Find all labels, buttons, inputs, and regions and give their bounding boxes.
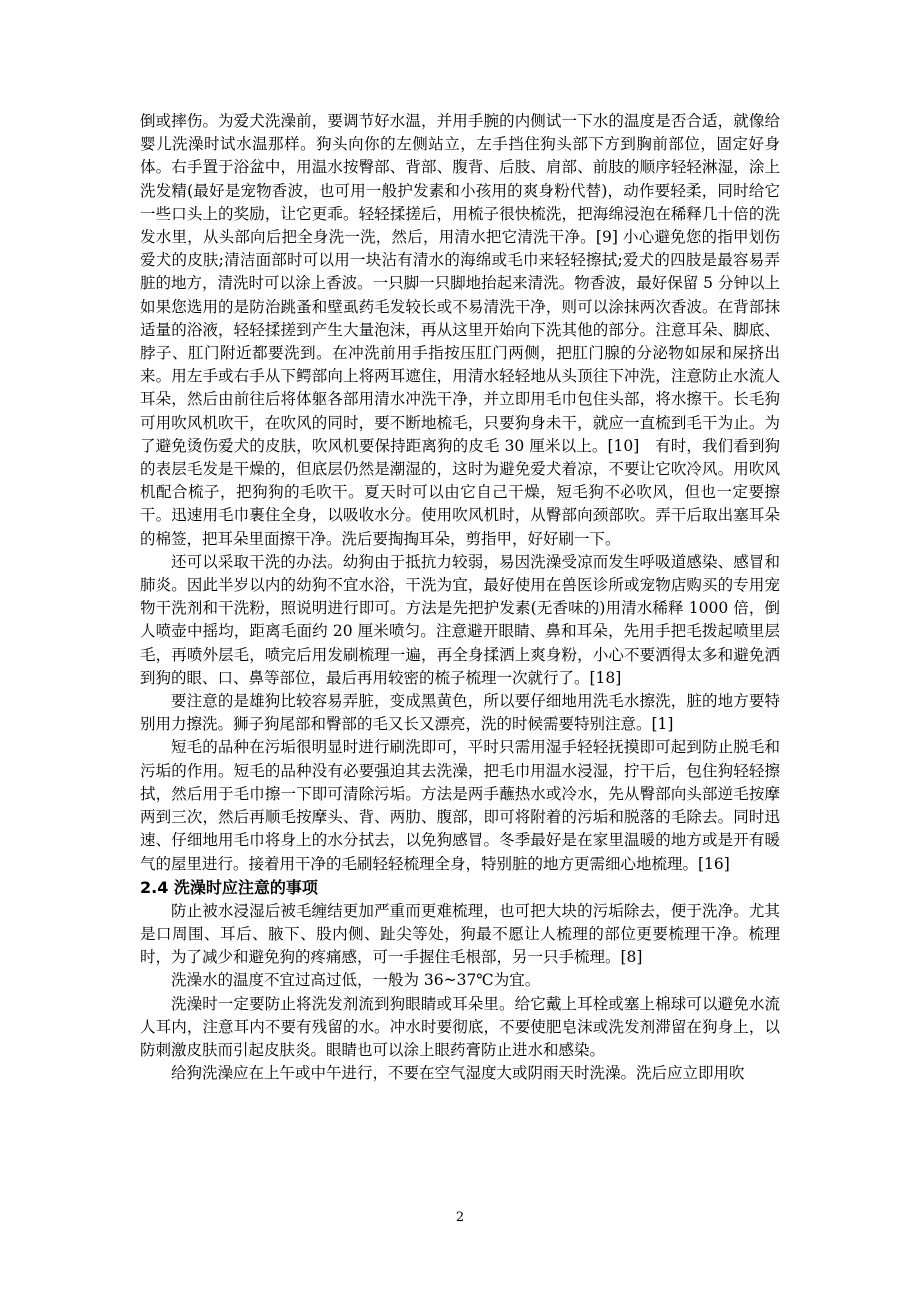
paragraph-male-dog: 要注意的是雄狗比较容易弄脏，变成黑黄色，所以要仔细地用洗毛水擦洗，脏的地方要特别用力擦洗。狮子狗尾部和臀部的毛又长又漂亮，洗的时候需要特别注意。[1] [140, 692, 780, 734]
paragraph-water-temperature: 洗澡水的温度不宜过高过低，一般为 36~37℃为宜。 [171, 971, 541, 990]
paragraph-grooming: 防止被水浸湿后被毛缠结更加严重而更难梳理，也可把大块的污垢除去，便于洗净。尤其是口周围、耳后、腋下、股内侧、趾尖等处，狗最不愿让人梳理的部位更要梳理干净。梳理时，为了减少和避免狗的疼痛感，可一手握住毛根部，另一只手梳理。[8] [140, 901, 780, 967]
paragraph-continued: 倒或摔伤。为爱犬洗澡前，要调节好水温，并用手腕的内侧试一下水的温度是否合适，就像给婴儿洗澡时试水温那样。狗头向你的左侧站立，左手挡住狗头部下方到胸前部位，固定好身体。右手置于浴盆中，用温水按臀部、背部、腹背、后肢、肩部、前肢的顺序轻轻淋湿，涂上洗发精(最好是宠物香波，也可用一般护发素和小孩用的爽身粉代替)，动作要轻柔，同时给它一些口头上的奖励，让它更乖。轻轻揉搓后，用梳子很快梳洗，把海绵浸泡在稀释几十倍的洗发水里，从头部向后把全身洗一洗，然后，用清水把它清洗干净。[9] 小心避免您的指甲划伤爱犬的皮肤;清洁面部时可以用一块沾有清水的海绵或毛巾来轻轻擦拭;爱犬的四肢是最容易弄脏的地方，清洗时可以涂上香波。一只脚一只脚地抬起来清洗。物香波，最好保留 5 分钟以上如果您选用的是防治跳蚤和壁虱药毛发较长或不易清洗干净，则可以涂抹两次香波。在背部抹适量的浴液，轻轻揉搓到产生大量泡沫，再从这里开始向下洗其他的部分。注意耳朵、脚底、脖子、肛门附近都要洗到。在冲洗前用手指按压肛门两侧，把肛门腺的分泌物如尿和屎挤出来。用左手或右手从下鳄部向上将两耳遮住，用清水轻轻地从头顶往下冲洗，注意防止水流人耳朵，然后由前往后将体躯各部用清水冲洗干净，并立即用毛巾包住头部，将水擦干。长毛狗可用吹风机吹干，在吹风的同时，要不断地梳毛，只要狗身未干，就应一直梳到毛干为止。为了避免烫伤爱犬的皮肤，吹风机要保持距离狗的皮毛 30 厘米以上。[10] 有时，我们看到狗的表层毛发是干燥的，但底层仍然是潮湿的，这时为避免爱犬着凉，不要让它吹冷风。用吹风机配合梳子，把狗狗的毛吹干。夏天时可以由它自己干燥，短毛狗不必吹风，但也一定要擦干。迅速用毛巾裹住全身，以吸收水分。使用吹风机时，从臀部向颈部吹。弄干后取出塞耳朵的棉签，把耳朵里面擦干净。洗后要掏掏耳朵，剪指甲，好好刷一下。 [140, 112, 780, 548]
document-body [140, 110, 780, 1085]
paragraph-short-hair: 短毛的品种在污垢很明显时进行刷洗即可，平时只需用湿手轻轻抚摸即可起到防止脱毛和污垢的作用。短毛的品种没有必要强迫其去洗澡，把毛巾用温水浸湿，拧干后，包住狗轻轻擦拭，然后用于毛巾擦一下即可清除污垢。方法是两手蘸热水或冷水，先从臀部向头部逆毛按摩两到三次，然后再顺毛按摩头、背、两肋、腹部，即可将附着的污垢和脱落的毛除去。同时迅速、仔细地用毛巾将身上的水分拭去，以免狗感冒。冬季最好是在家里温暖的地方或是开有暖气的屋里进行。接着用干净的毛刷轻轻梳理全身，特别脏的地方更需细心地梳理。[16] [140, 738, 780, 873]
page-number: 2 [455, 1210, 465, 1225]
paragraph-dry-wash: 还可以采取干洗的办法。幼狗由于抵抗力较弱，易因洗澡受凉而发生呼吸道感染、感冒和肺炎。因此半岁以内的幼狗不宜水浴，干洗为宜，最好使用在兽医诊所或宠物店购买的专用宠物干洗剂和干洗粉，照说明进行即可。方法是先把护发素(无香味的)用清水稀释 1000 倍，倒人喷壶中摇均，距离毛面约 20 厘米喷匀。注意避开眼睛、鼻和耳朵，先用手把毛拨起喷里层毛，再喷外层毛，喷完后用发刷梳理一遍，再全身揉洒上爽身粉，小心不要洒得太多和避免洒到狗的眼、口、鼻等部位，最后再用较密的梳子梳理一次就行了。[18] [140, 552, 780, 687]
paragraph-bath-time: 给狗洗澡应在上午或中午进行，不要在空气湿度大或阴雨天时洗澡。洗后应立即用吹 [171, 1064, 745, 1083]
paragraph-shampoo-eyes-ears: 洗澡时一定要防止将洗发剂流到狗眼睛或耳朵里。给它戴上耳栓或塞上棉球可以避免水流人耳内，注意耳内不要有残留的水。冲水时要彻底，不要使肥皂沫或洗发剂滞留在狗身上，以防刺激皮肤而引起皮肤炎。眼睛也可以涂上眼药膏防止进水和感染。 [140, 994, 780, 1059]
section-heading: 2.4 洗澡时应注意的事项 [140, 877, 318, 897]
